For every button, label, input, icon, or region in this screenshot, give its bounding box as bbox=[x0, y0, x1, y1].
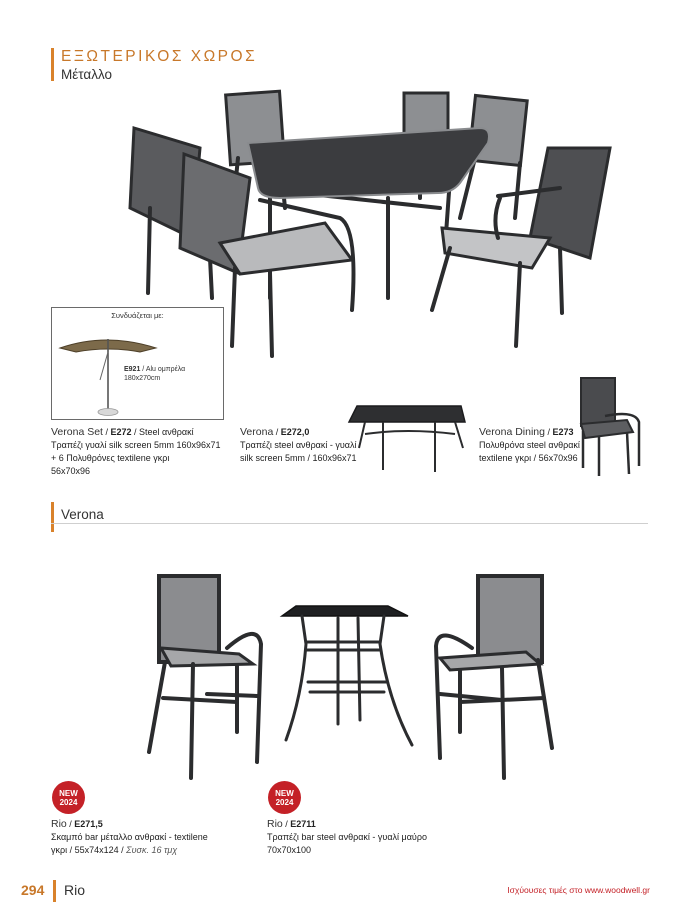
umbrella-name: Alu ομπρέλα bbox=[145, 366, 186, 373]
umbrella-sep: / bbox=[140, 366, 146, 373]
rio-bar-table-image bbox=[280, 600, 415, 760]
product-rio-table: Rio / E2711 Τραπέζι bar steel ανθρακί - γυαλί μαύρο 70x70x100 bbox=[267, 818, 427, 855]
product-name: Rio bbox=[51, 818, 67, 830]
product-desc-line: 56x70x96 bbox=[51, 466, 91, 476]
badge-line-1: NEW bbox=[59, 788, 78, 798]
product-rio-stool: Rio / E271,5 Σκαμπό bar μέταλλο ανθρακί - textilene γκρι / 55x74x124 / Συσκ. 16 τμχ bbox=[51, 818, 208, 855]
footer-website-note[interactable]: Ισχύουσες τιμές στο www.woodwell.gr bbox=[507, 885, 650, 895]
product-code: E272 bbox=[110, 427, 132, 437]
footer-accent-bar bbox=[53, 880, 56, 902]
product-name: Verona bbox=[240, 426, 274, 438]
combination-title: Συνδυάζεται με: bbox=[111, 311, 164, 320]
product-name: Verona Set bbox=[51, 426, 103, 438]
page-subtitle: Μέταλλο bbox=[61, 67, 113, 82]
new-badge bbox=[268, 781, 301, 814]
product-code: E2711 bbox=[290, 819, 316, 829]
section-divider bbox=[51, 523, 648, 524]
product-name: Verona Dining bbox=[479, 426, 545, 438]
verona-dining-chair-image bbox=[575, 376, 647, 476]
verona-table-image bbox=[345, 400, 470, 475]
product-desc-line: silk screen 5mm / 160x96x71 bbox=[240, 453, 357, 463]
product-desc-line: Τραπέζι bar steel ανθρακί - γυαλί μαύρο bbox=[267, 832, 427, 842]
product-desc-line: 70x70x100 bbox=[267, 845, 312, 855]
badge-line-2: 2024 bbox=[275, 797, 294, 807]
rio-bar-stool-left-image bbox=[145, 572, 270, 782]
umbrella-size: 180x270cm bbox=[124, 375, 161, 382]
page-title: ΕΞΩΤΕΡΙΚΟΣ ΧΩΡΟΣ bbox=[61, 48, 258, 65]
header-accent-bar bbox=[51, 48, 54, 81]
rio-bar-stool-right-image bbox=[430, 572, 555, 782]
product-verona-dining: Verona Dining / E273 Πολυθρόνα steel ανθρακί textilene γκρι / 56x70x96 bbox=[479, 426, 580, 463]
product-desc-line: + 6 Πολυθρόνες textilene γκρι bbox=[51, 453, 170, 463]
product-desc-line: textilene γκρι / 56x70x96 bbox=[479, 453, 578, 463]
product-name: Rio bbox=[267, 818, 283, 830]
umbrella-label bbox=[124, 365, 185, 383]
product-desc-line: Πολυθρόνα steel ανθρακί bbox=[479, 440, 580, 450]
section-title: Verona bbox=[61, 507, 104, 522]
product-verona-set: Verona Set / E272 / Steel ανθρακί Τραπέζι γυαλί silk screen 5mm 160x96x71 + 6 Πολυθρόνες textilene γκρι 56x70x96 bbox=[51, 426, 221, 476]
badge-line-2: 2024 bbox=[59, 797, 78, 807]
combination-box bbox=[51, 307, 224, 420]
section-accent-bar bbox=[51, 502, 54, 532]
umbrella-code: E921 bbox=[124, 366, 141, 373]
footer-section-name: Rio bbox=[64, 882, 86, 898]
new-badge bbox=[52, 781, 85, 814]
product-desc-line: γκρι / 55x74x124 / bbox=[51, 845, 127, 855]
product-code: E272,0 bbox=[280, 427, 310, 437]
product-desc-line: Τραπέζι steel ανθρακί - γυαλί bbox=[240, 440, 357, 450]
product-desc-line: Σκαμπό bar μέταλλο ανθρακί - textilene bbox=[51, 832, 208, 842]
product-material: / Steel ανθρακί bbox=[131, 427, 194, 437]
product-verona-table: Verona / E272,0 Τραπέζι steel ανθρακί - γυαλί silk screen 5mm / 160x96x71 bbox=[240, 426, 357, 463]
product-code: E273 bbox=[552, 427, 574, 437]
package-note: Συσκ. 16 τμχ bbox=[126, 845, 178, 855]
product-code: E271,5 bbox=[74, 819, 103, 829]
badge-line-1: NEW bbox=[275, 788, 294, 798]
page-number: 294 bbox=[21, 882, 45, 898]
product-desc-line: Τραπέζι γυαλί silk screen 5mm 160x96x71 bbox=[51, 440, 221, 450]
